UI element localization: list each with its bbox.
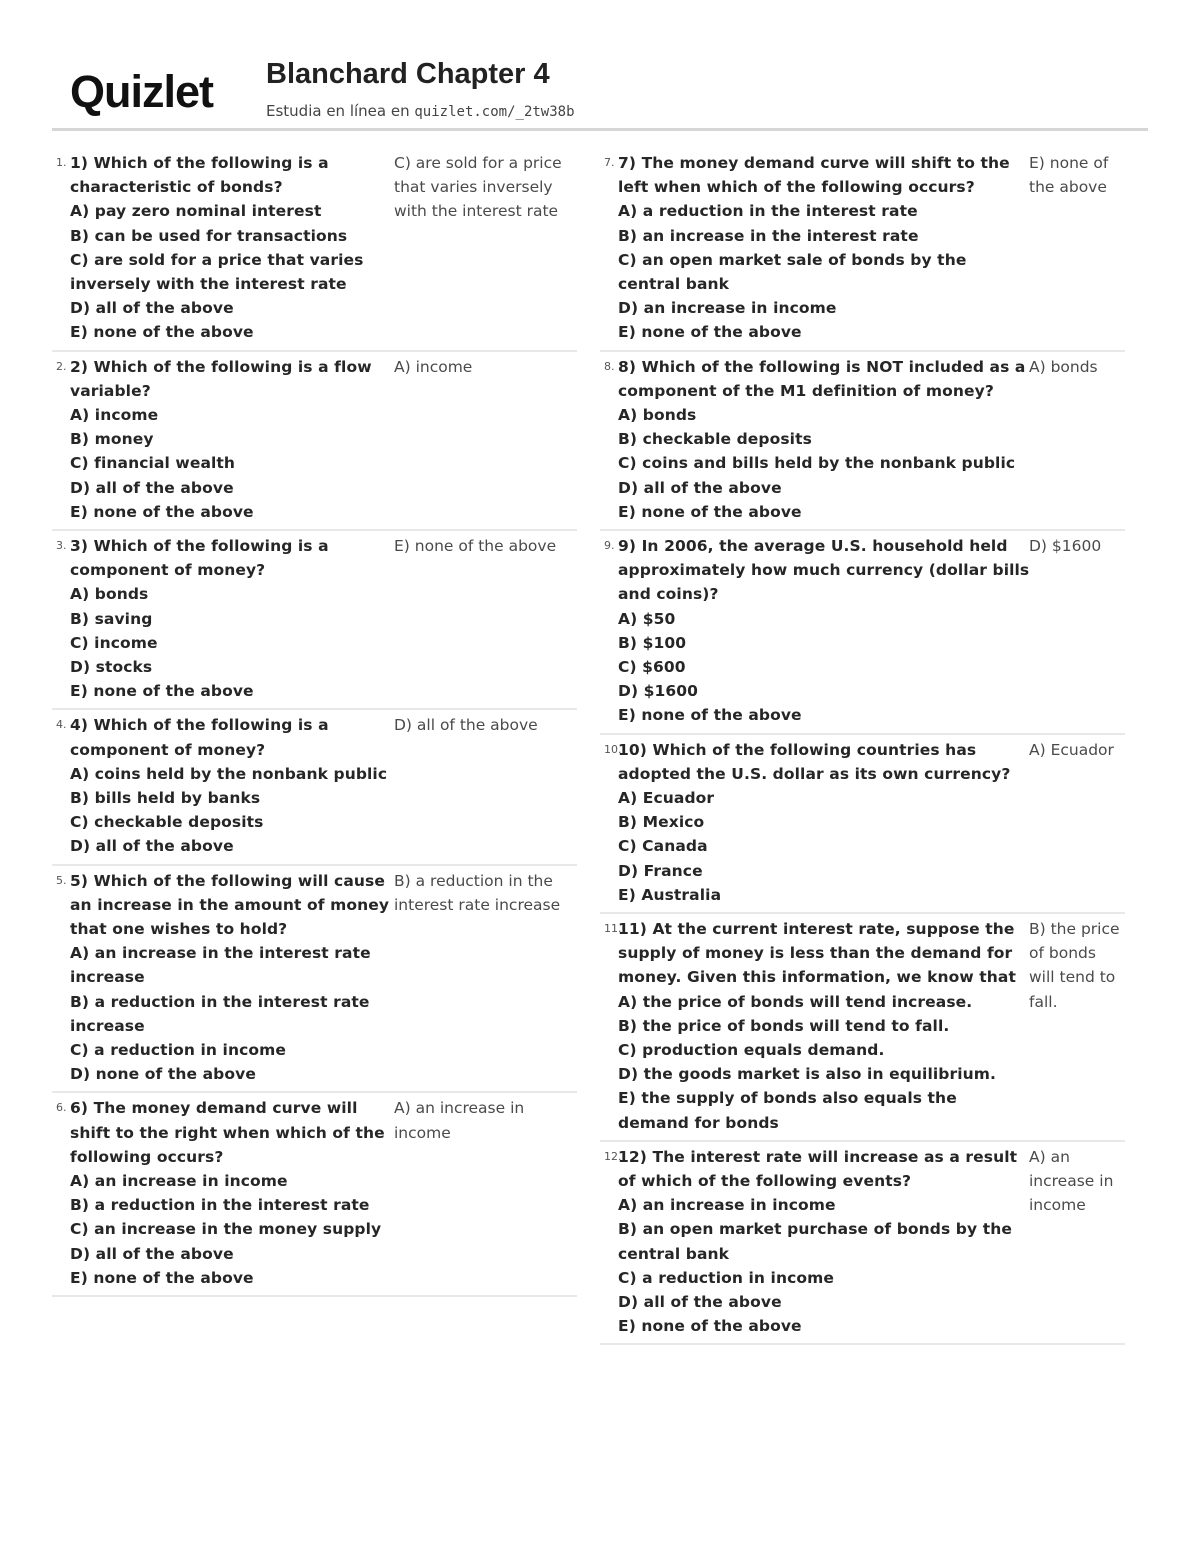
right-column: [600, 148, 1125, 1345]
card-definition: [394, 1096, 524, 1144]
study-online-line: [266, 102, 575, 120]
term-line: D) all of the above: [618, 478, 782, 497]
card-number: 1.: [56, 156, 67, 169]
term-line: B) an increase in the interest rate: [618, 226, 919, 245]
card-definition: [394, 151, 562, 224]
term-line: that one wishes to hold?: [70, 919, 288, 938]
definition-line: with the interest rate: [394, 202, 559, 221]
term-line: adopted the U.S. dollar as its own currency?: [618, 764, 1011, 783]
term-line: B) $100: [618, 633, 687, 652]
term-line: 5) Which of the following will cause: [70, 871, 385, 890]
term-line: C) are sold for a price that varies: [70, 250, 364, 269]
definition-line: interest rate increase: [394, 895, 561, 914]
term-line: B) checkable deposits: [618, 430, 812, 449]
term-line: shift to the right when which of the: [70, 1123, 385, 1142]
term-line: E) none of the above: [70, 1268, 254, 1287]
term-line: D) all of the above: [70, 299, 234, 318]
term-line: E) none of the above: [70, 682, 254, 701]
term-line: approximately how much currency (dollar bills: [618, 561, 1030, 580]
term-line: 12) The interest rate will increase as a result: [618, 1147, 1018, 1166]
flashcard-row: [52, 866, 577, 1094]
term-line: an increase in the amount of money: [70, 895, 390, 914]
term-line: central bank: [618, 275, 730, 294]
definition-line: B) a reduction in the: [394, 871, 553, 890]
term-line: C) Canada: [618, 837, 708, 856]
term-line: 10) Which of the following countries has: [618, 740, 977, 759]
card-number: 11.: [604, 921, 622, 935]
term-line: 3) Which of the following is a: [70, 536, 329, 555]
card-number: 8.: [604, 359, 615, 373]
term-line: E) none of the above: [618, 323, 802, 342]
term-line: characteristic of bonds?: [70, 178, 283, 197]
term-line: D) the goods market is also in equilibrium.: [618, 1065, 997, 1084]
card-number: 12.: [604, 1149, 622, 1163]
definition-line: A) bonds: [1029, 357, 1098, 376]
definition-line: income: [1029, 1196, 1086, 1215]
term-line: 2) Which of the following is a flow: [70, 357, 372, 376]
term-line: increase: [70, 968, 145, 987]
card-number: 3.: [56, 538, 67, 552]
term-line: left when which of the following occurs?: [618, 178, 975, 197]
header-divider: [52, 128, 1148, 131]
definition-line: the above: [1029, 178, 1107, 197]
card-definition: [1029, 151, 1108, 199]
definition-line: D) $1600: [1029, 536, 1102, 555]
definition-line: income: [394, 1123, 451, 1142]
term-line: E) none of the above: [618, 706, 802, 725]
term-line: A) a reduction in the interest rate: [618, 202, 918, 221]
term-line: D) $1600: [618, 682, 699, 701]
term-line: D) all of the above: [618, 1292, 782, 1311]
term-line: central bank: [618, 1244, 730, 1263]
flashcard-row: [52, 531, 577, 710]
term-line: A) $50: [618, 609, 676, 628]
card-number: 10.: [604, 742, 622, 756]
term-line: component of money?: [70, 561, 266, 580]
term-line: B) a reduction in the interest rate: [70, 1196, 370, 1215]
term-line: B) money: [70, 430, 154, 449]
term-line: D) stocks: [70, 658, 153, 676]
term-line: B) saving: [70, 609, 153, 628]
term-line: B) Mexico: [618, 813, 705, 832]
page-header: [70, 54, 1150, 134]
term-line: C) checkable deposits: [70, 813, 264, 832]
definition-line: A) Ecuador: [1029, 740, 1114, 759]
term-line: 8) Which of the following is NOT included as a: [618, 357, 1026, 376]
term-line: A) Ecuador: [618, 788, 715, 807]
card-term: [618, 738, 1010, 907]
card-definition: [1029, 917, 1120, 1014]
term-line: component of the M1 definition of money?: [618, 381, 994, 400]
left-column: [52, 148, 577, 1297]
study-online-text: Estudia en línea en: [266, 102, 415, 120]
definition-line: A) an increase in: [394, 1099, 525, 1118]
term-line: B) an open market purchase of bonds by the: [618, 1220, 1012, 1239]
card-number: 2.: [56, 359, 67, 373]
term-line: D) France: [618, 861, 703, 880]
definition-line: E) none of: [1029, 154, 1109, 172]
term-line: 4) Which of the following is a: [70, 716, 329, 735]
term-line: A) bonds: [618, 406, 697, 424]
card-definition: [1029, 1145, 1113, 1218]
term-line: 6) The money demand curve will: [70, 1099, 358, 1118]
term-line: increase: [70, 1016, 145, 1035]
term-line: 7) The money demand curve will shift to the: [618, 154, 1010, 172]
term-line: A) bonds: [70, 585, 149, 604]
card-term: [618, 1145, 1017, 1339]
term-line: E) none of the above: [618, 502, 802, 521]
flashcard-row: [52, 710, 577, 865]
quizlet-logo: Quizlet: [70, 66, 214, 117]
definition-line: D) all of the above: [394, 716, 538, 735]
flashcard-row: [600, 148, 1125, 352]
definition-line: A) an: [1029, 1147, 1070, 1166]
flashcard-row: [600, 914, 1125, 1142]
term-line: B) a reduction in the interest rate: [70, 992, 370, 1011]
card-number: 6.: [56, 1101, 67, 1115]
term-line: money. Given this information, we know that: [618, 968, 1017, 987]
flashcard-row: [52, 148, 577, 352]
card-definition: [394, 869, 560, 917]
term-line: D) all of the above: [70, 478, 234, 497]
term-line: A) pay zero nominal interest: [70, 202, 322, 221]
card-term: [70, 869, 389, 1087]
definition-line: C) are sold for a price: [394, 154, 562, 172]
definition-line: increase in: [1029, 1171, 1114, 1190]
term-line: A) an increase in income: [618, 1196, 836, 1215]
term-line: C) a reduction in income: [70, 1040, 286, 1059]
definition-line: that varies inversely: [394, 178, 553, 197]
term-line: D) all of the above: [70, 837, 234, 856]
flashcard-row: [600, 531, 1125, 735]
card-term: [618, 917, 1016, 1135]
term-line: component of money?: [70, 740, 266, 759]
term-line: A) an increase in income: [70, 1171, 288, 1190]
term-line: D) an increase in income: [618, 299, 837, 318]
term-line: A) income: [70, 406, 159, 424]
term-line: B) can be used for transactions: [70, 226, 348, 245]
card-term: [70, 355, 372, 524]
flashcard-row: [600, 1142, 1125, 1346]
flashcard-row: [600, 735, 1125, 914]
term-line: and coins)?: [618, 585, 719, 604]
term-line: demand for bonds: [618, 1113, 779, 1132]
card-term: [618, 151, 1010, 345]
term-line: 9) In 2006, the average U.S. household held: [618, 536, 1008, 555]
definition-line: B) the price: [1029, 919, 1120, 938]
term-line: E) none of the above: [618, 1317, 802, 1336]
card-definition: [1029, 355, 1098, 379]
card-number: 5.: [56, 873, 67, 887]
term-line: 11) At the current interest rate, suppose the: [618, 919, 1015, 938]
term-line: C) a reduction in income: [618, 1268, 834, 1287]
term-line: 1) Which of the following is a: [70, 154, 329, 172]
card-definition: [1029, 534, 1101, 558]
term-line: A) coins held by the nonbank public: [70, 764, 388, 783]
card-term: [70, 1096, 385, 1290]
definition-line: of bonds: [1029, 944, 1096, 963]
definition-line: fall.: [1029, 992, 1058, 1011]
term-line: A) an increase in the interest rate: [70, 944, 371, 963]
term-line: C) financial wealth: [70, 454, 236, 473]
term-line: C) income: [70, 633, 158, 652]
term-line: B) bills held by banks: [70, 788, 261, 807]
flashcard-row: [52, 1093, 577, 1297]
term-line: E) Australia: [618, 885, 722, 904]
term-line: E) none of the above: [70, 502, 254, 521]
term-line: A) the price of bonds will tend increase.: [618, 992, 973, 1011]
card-term: [618, 355, 1025, 524]
term-line: C) an open market sale of bonds by the: [618, 250, 967, 269]
definition-line: will tend to: [1029, 968, 1116, 987]
set-title: Blanchard Chapter 4: [266, 58, 550, 90]
term-line: E) the supply of bonds also equals the: [618, 1089, 957, 1108]
set-url-link[interactable]: quizlet.com/_2tw38b: [414, 104, 575, 120]
card-definition: [394, 713, 538, 737]
term-line: of which of the following events?: [618, 1171, 912, 1190]
card-term: [70, 151, 363, 345]
card-term: [618, 534, 1029, 728]
term-line: C) $600: [618, 658, 686, 676]
card-definition: [394, 534, 556, 558]
card-definition: [1029, 738, 1114, 762]
definition-line: E) none of the above: [394, 536, 557, 555]
card-term: [70, 713, 387, 858]
card-number: 9.: [604, 538, 615, 552]
term-line: E) none of the above: [70, 323, 254, 342]
term-line: following occurs?: [70, 1147, 224, 1166]
term-line: C) an increase in the money supply: [70, 1220, 382, 1239]
term-line: variable?: [70, 381, 151, 400]
flashcard-row: [600, 352, 1125, 531]
term-line: C) coins and bills held by the nonbank public: [618, 454, 1016, 473]
term-line: C) production equals demand.: [618, 1040, 885, 1059]
card-number: 4.: [56, 718, 67, 732]
card-term: [70, 534, 329, 703]
term-line: D) none of the above: [70, 1065, 256, 1084]
card-definition: [394, 355, 472, 379]
flashcard-row: [52, 352, 577, 531]
term-line: D) all of the above: [70, 1244, 234, 1263]
card-number: 7.: [604, 156, 615, 169]
term-line: B) the price of bonds will tend to fall.: [618, 1016, 950, 1035]
definition-line: A) income: [394, 357, 473, 376]
term-line: supply of money is less than the demand for: [618, 944, 1013, 963]
term-line: inversely with the interest rate: [70, 275, 347, 294]
